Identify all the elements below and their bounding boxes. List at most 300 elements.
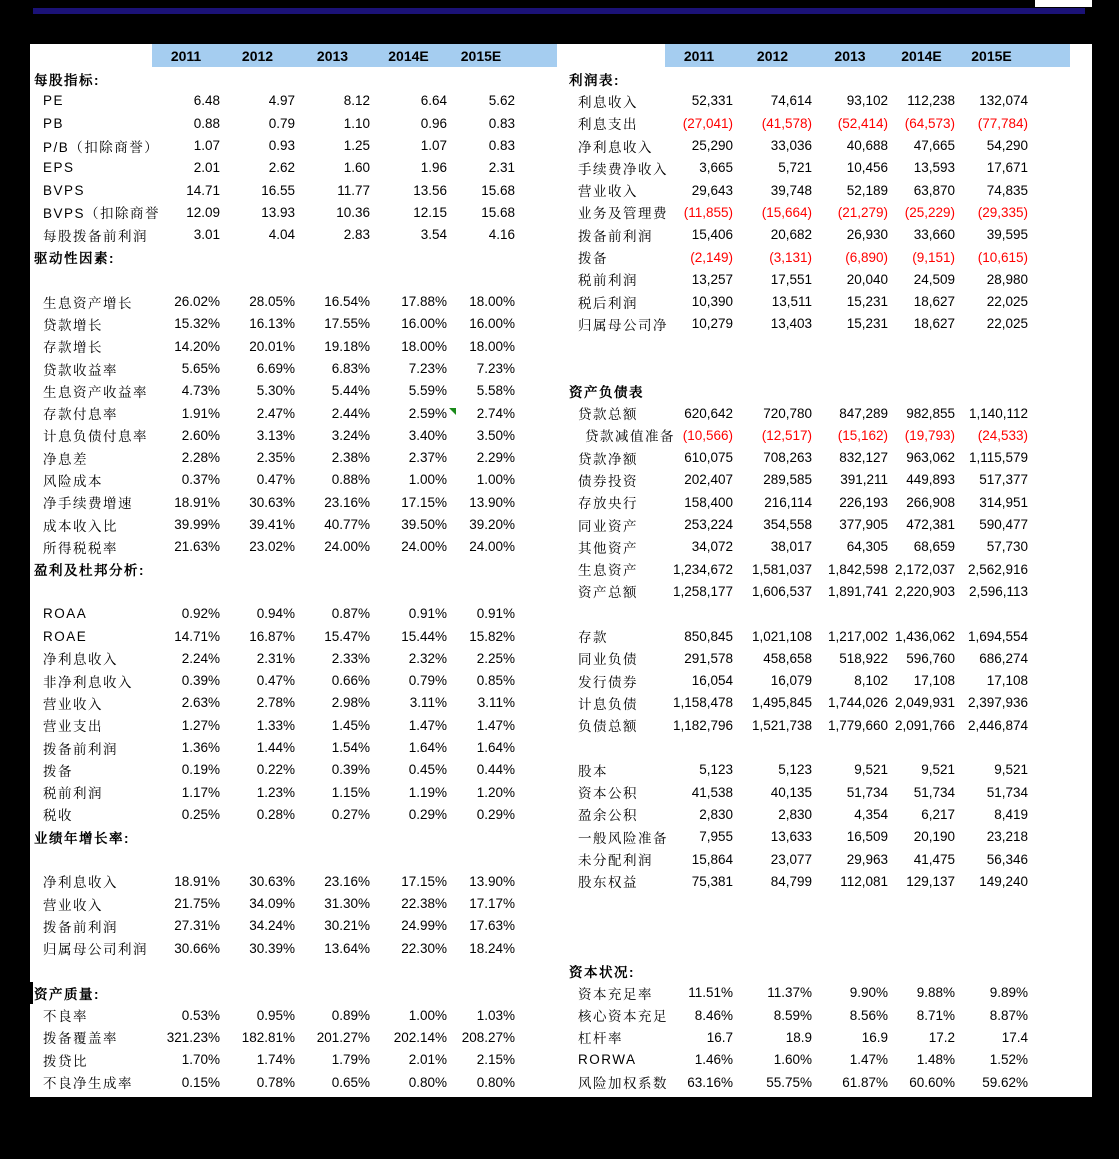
value-cell: 0.93 — [268, 138, 295, 154]
row-label: 贷款增长 — [43, 317, 103, 333]
value-cell: 13.90% — [469, 873, 515, 889]
value-cell: 24,509 — [913, 271, 955, 287]
value-cell: 1.36% — [181, 740, 220, 756]
value-cell: 27.31% — [174, 918, 220, 934]
value-cell: 18.91% — [174, 494, 220, 510]
value-cell: 15.47% — [324, 628, 370, 644]
value-cell: 17.17% — [469, 896, 515, 912]
value-cell: 847,289 — [839, 405, 888, 421]
row-label: 核心资本充足 — [578, 1009, 668, 1025]
value-cell: 17.63% — [469, 918, 515, 934]
value-cell: 14.71% — [174, 628, 220, 644]
value-cell: (9,151) — [912, 249, 955, 265]
year-header: 2014E — [901, 47, 942, 64]
value-cell: 2.24% — [181, 650, 220, 666]
value-cell: 40,688 — [846, 138, 888, 154]
value-cell: 1.00% — [408, 1007, 447, 1023]
table-row — [30, 313, 560, 335]
value-cell: 1,521,738 — [751, 717, 812, 733]
table-row — [30, 892, 560, 914]
value-cell: 22.30% — [401, 940, 447, 956]
table-row — [565, 558, 1077, 580]
value-cell: (6,890) — [845, 249, 888, 265]
value-cell: (64,573) — [904, 115, 955, 131]
blank-row — [30, 959, 560, 981]
value-cell: 9.89% — [989, 985, 1028, 1001]
value-cell: 3.11% — [477, 695, 515, 711]
value-cell: 13,633 — [770, 829, 812, 845]
value-cell: 2.44% — [331, 405, 370, 421]
value-cell: 5.30% — [256, 383, 295, 399]
row-label: 拨贷比 — [43, 1053, 88, 1069]
table-row — [565, 313, 1077, 335]
table-row — [30, 424, 560, 446]
value-cell: 11.77 — [337, 182, 370, 198]
row-label: 拨备前利润 — [43, 741, 118, 757]
value-cell: 1.33% — [256, 717, 295, 733]
value-cell: 10,390 — [691, 294, 733, 310]
value-cell: 1.45% — [331, 717, 370, 733]
value-cell: 1.64% — [476, 740, 515, 756]
value-cell: 1.79% — [331, 1052, 370, 1068]
table-row — [565, 513, 1077, 535]
row-label: 所得税税率 — [43, 540, 118, 556]
value-cell: 12.09 — [186, 204, 220, 220]
value-cell: (27,041) — [682, 115, 733, 131]
value-cell: 6.64 — [420, 93, 447, 109]
value-cell: 17.4 — [1001, 1029, 1028, 1045]
row-label: 股东权益 — [578, 875, 638, 891]
value-cell: 1.10 — [343, 115, 370, 131]
year-header: 2013 — [316, 47, 349, 64]
table-row — [565, 803, 1077, 825]
row-label: 净利息收入 — [578, 139, 653, 155]
value-cell: 23.16% — [324, 873, 370, 889]
table-row — [30, 1004, 560, 1026]
value-cell: 3,665 — [699, 160, 733, 176]
row-label: 利息收入 — [578, 94, 638, 110]
value-cell: 266,908 — [906, 494, 955, 510]
value-cell: 14.71 — [186, 182, 220, 198]
value-cell: 47,665 — [913, 138, 955, 154]
value-cell: 0.80% — [476, 1074, 515, 1090]
value-cell: 449,893 — [906, 472, 955, 488]
value-cell: 0.47% — [256, 472, 295, 488]
table-row — [565, 157, 1077, 179]
row-label: 拨备前利润 — [578, 228, 653, 244]
value-cell: 5.65% — [181, 361, 220, 376]
table-row — [30, 759, 560, 781]
value-cell: 21.63% — [174, 539, 220, 555]
value-cell: 18.9 — [785, 1029, 812, 1045]
value-cell: 354,558 — [763, 517, 812, 533]
row-label: 税前利润 — [43, 786, 103, 802]
row-label: 每股拨备前利润 — [43, 228, 148, 244]
row-label: 存款增长 — [43, 340, 103, 356]
section-label: 利润表: — [569, 72, 620, 88]
table-row — [565, 848, 1077, 870]
year-header: 2012 — [241, 47, 274, 64]
value-cell: 1.64% — [408, 740, 447, 756]
value-cell: (10,615) — [977, 249, 1028, 265]
value-cell: (41,578) — [761, 115, 812, 131]
value-cell: 17.88% — [401, 294, 447, 310]
table-row — [565, 580, 1077, 602]
value-cell: 321.23% — [166, 1029, 220, 1045]
value-cell: 74,614 — [770, 93, 812, 109]
value-cell: 3.50% — [476, 427, 515, 443]
blank-row — [565, 937, 1077, 959]
value-cell: 16.00% — [469, 316, 515, 332]
value-cell: 1,779,660 — [827, 717, 888, 733]
row-label: 拨备 — [43, 763, 73, 779]
value-cell: (10,566) — [682, 427, 733, 443]
row-label: 拨备覆盖率 — [43, 1031, 118, 1047]
value-cell: 2,446,874 — [967, 717, 1028, 733]
value-cell: 0.80% — [408, 1074, 447, 1090]
row-label: 归属母公司净 — [578, 317, 668, 333]
table-row — [30, 335, 560, 357]
value-cell: 291,578 — [684, 650, 733, 666]
value-cell: 2,397,936 — [967, 695, 1028, 711]
value-cell: 0.89% — [331, 1007, 370, 1023]
value-cell: 29,963 — [846, 851, 888, 867]
row-label: PE — [43, 93, 65, 109]
value-cell: 13.64% — [324, 940, 370, 956]
value-cell: 6,217 — [921, 806, 955, 822]
value-cell: 15.82% — [469, 628, 515, 644]
value-cell: 2,049,931 — [894, 695, 955, 711]
table-row — [30, 781, 560, 803]
section-label: 资产负债表 — [569, 384, 644, 400]
table-row — [565, 1071, 1077, 1093]
value-cell: 26.02% — [174, 294, 220, 310]
section-row — [30, 68, 560, 90]
year-header: 2012 — [756, 47, 789, 64]
value-cell: 0.29% — [408, 806, 447, 822]
value-cell: 1.07 — [420, 138, 447, 154]
value-cell: (52,414) — [837, 115, 888, 131]
table-row — [30, 380, 560, 402]
value-cell: 38,017 — [770, 539, 812, 555]
value-cell: 590,477 — [979, 517, 1028, 533]
value-cell: 1,842,598 — [827, 561, 888, 577]
value-cell: 208.27% — [461, 1029, 515, 1045]
value-cell: 0.45% — [408, 762, 447, 778]
blank-row — [565, 892, 1077, 914]
value-cell: 13,593 — [913, 160, 955, 176]
row-label: 营业收入 — [43, 696, 103, 712]
value-cell: 3.11% — [409, 695, 447, 711]
value-cell: 39.99% — [174, 517, 220, 533]
value-cell: 39,595 — [986, 227, 1028, 243]
table-row — [30, 803, 560, 825]
value-cell: 39.20% — [469, 517, 515, 533]
row-label: RORWA — [578, 1052, 637, 1068]
row-label: 资本公积 — [578, 786, 638, 802]
table-row — [565, 268, 1077, 290]
table-rows — [30, 68, 560, 1094]
value-cell: 54,290 — [986, 138, 1028, 154]
value-cell: 40.77% — [324, 517, 370, 533]
row-label: 净手续费增速 — [43, 496, 133, 512]
row-label: 发行债券 — [578, 674, 638, 690]
table-row — [565, 179, 1077, 201]
value-cell: 0.19% — [181, 762, 220, 778]
value-cell: 2.29% — [476, 450, 515, 466]
value-cell: 23.02% — [249, 539, 295, 555]
table-row — [30, 937, 560, 959]
value-cell: 8.56% — [849, 1007, 888, 1023]
value-cell: 17,108 — [986, 673, 1028, 689]
value-cell: 201.27% — [316, 1029, 370, 1045]
value-cell: 3.54 — [420, 227, 447, 243]
value-cell: 1.19% — [408, 784, 447, 800]
value-cell: 1.00% — [408, 472, 447, 488]
year-header: 2014E — [388, 47, 429, 64]
row-label: 税收 — [43, 808, 73, 824]
value-cell: 202,407 — [684, 472, 733, 488]
value-cell: 1.25 — [343, 138, 370, 154]
year-header-row — [30, 44, 560, 67]
table-row — [30, 201, 560, 223]
table-row — [30, 536, 560, 558]
row-label: 利息支出 — [578, 117, 638, 133]
value-cell: 1,217,002 — [827, 628, 888, 644]
value-cell: 84,799 — [770, 873, 812, 889]
value-cell: 0.39% — [181, 673, 220, 689]
table-row — [565, 1026, 1077, 1048]
value-cell: 17,551 — [770, 271, 812, 287]
value-cell: 1.47% — [849, 1052, 888, 1068]
table-row — [565, 290, 1077, 312]
value-cell: 216,114 — [764, 494, 812, 510]
value-cell: 1.00% — [476, 472, 515, 488]
value-cell: 2.01% — [408, 1052, 447, 1068]
value-cell: 1,891,741 — [827, 583, 888, 599]
table-row — [565, 112, 1077, 134]
value-cell: 20,682 — [770, 227, 812, 243]
value-cell: 2.32% — [408, 650, 447, 666]
value-cell: 17,671 — [986, 160, 1028, 176]
value-cell: 0.39% — [331, 762, 370, 778]
value-cell: 2.78% — [256, 695, 295, 711]
value-cell: 0.66% — [331, 673, 370, 689]
value-cell: 2.83 — [343, 227, 370, 243]
row-label: 生息资产增长 — [43, 295, 133, 311]
value-cell: 1.74% — [256, 1052, 295, 1068]
value-cell: 0.65% — [331, 1074, 370, 1090]
value-cell: 963,062 — [906, 450, 955, 466]
value-cell: 39,748 — [770, 182, 812, 198]
value-cell: 15.68 — [481, 204, 515, 220]
value-cell: 61.87% — [842, 1074, 888, 1090]
row-label: 债券投资 — [578, 473, 638, 489]
value-cell: 93,102 — [846, 93, 888, 109]
value-cell: 24.00% — [401, 539, 447, 555]
value-cell: 13,403 — [770, 316, 812, 332]
value-cell: 112,238 — [907, 93, 955, 109]
value-cell: 20,040 — [846, 271, 888, 287]
value-cell: (15,162) — [837, 427, 888, 443]
value-cell: 2.37% — [408, 450, 447, 466]
section-label: 业绩年增长率: — [34, 830, 130, 846]
value-cell: 52,331 — [691, 93, 733, 109]
value-cell: 18.91% — [174, 873, 220, 889]
value-cell: 41,538 — [691, 784, 733, 800]
value-cell: 13.90% — [469, 494, 515, 510]
row-label: 其他资产 — [578, 540, 638, 556]
value-cell: 0.83 — [488, 138, 515, 154]
value-cell: 64,305 — [846, 539, 888, 555]
value-cell: 1.15% — [331, 784, 370, 800]
table-row — [565, 692, 1077, 714]
value-cell: 17.15% — [401, 873, 447, 889]
value-cell: 8.71% — [916, 1007, 955, 1023]
value-cell: 0.79% — [408, 673, 447, 689]
value-cell: 0.92% — [181, 606, 220, 622]
value-cell: 1,436,062 — [894, 628, 955, 644]
value-cell: 9,521 — [994, 762, 1028, 778]
row-label: 营业收入 — [43, 897, 103, 913]
row-label: 成本收入比 — [43, 518, 118, 534]
section-row — [565, 380, 1077, 402]
value-cell: 23,077 — [770, 851, 812, 867]
value-cell: 33,036 — [770, 138, 812, 154]
table-row — [565, 781, 1077, 803]
value-cell: 39.41% — [249, 517, 295, 533]
row-label: 非净利息收入 — [43, 674, 133, 690]
table-row — [30, 1026, 560, 1048]
value-cell: 23.16% — [324, 494, 370, 510]
value-cell: 5,123 — [778, 762, 812, 778]
value-cell: 28,980 — [986, 271, 1028, 287]
section-label: 资产质量: — [34, 986, 100, 1002]
row-label: 存款 — [578, 630, 608, 646]
value-cell: 16.55 — [261, 182, 295, 198]
value-cell: 9.88% — [916, 985, 955, 1001]
table-row — [565, 424, 1077, 446]
value-cell: 31.30% — [324, 896, 370, 912]
value-cell: 8,102 — [854, 673, 888, 689]
value-cell: 34.09% — [249, 896, 295, 912]
value-cell: 5.44% — [331, 383, 370, 399]
year-header: 2013 — [834, 47, 866, 64]
value-cell: 2.59% — [370, 406, 447, 421]
value-cell: 15,231 — [846, 316, 888, 332]
value-cell: 16,079 — [770, 673, 812, 689]
value-cell: (29,335) — [977, 204, 1028, 220]
table-row — [565, 647, 1077, 669]
value-cell: 18.00% — [469, 338, 515, 354]
row-label: 营业支出 — [43, 719, 103, 735]
value-cell: 982,855 — [906, 405, 955, 421]
value-cell: 9,521 — [854, 762, 888, 778]
value-cell: 1,182,796 — [672, 717, 733, 733]
value-cell: (15,664) — [761, 204, 812, 220]
year-header: 2011 — [170, 47, 202, 64]
table-row — [30, 447, 560, 469]
table-row — [30, 736, 560, 758]
value-cell: 0.95% — [256, 1007, 295, 1023]
value-cell: 2,172,037 — [894, 561, 955, 577]
table-row — [30, 224, 560, 246]
value-cell: 4.16 — [488, 227, 515, 243]
value-cell: 51,734 — [846, 784, 888, 800]
value-cell: 13.56 — [413, 182, 447, 198]
value-cell: 0.28% — [256, 806, 295, 822]
value-cell: 1.52% — [989, 1052, 1028, 1068]
value-cell: 0.37% — [181, 472, 220, 488]
value-cell: 25,290 — [691, 138, 733, 154]
value-cell: 2.74% — [476, 405, 515, 421]
value-cell: 24.00% — [469, 539, 515, 555]
section-row — [30, 558, 560, 580]
value-cell: 1,234,672 — [672, 561, 733, 577]
cursor-artifact — [28, 982, 33, 1004]
value-cell: 1.44% — [256, 740, 295, 756]
value-cell: 1,606,537 — [751, 583, 812, 599]
value-cell: 26,930 — [846, 227, 888, 243]
value-cell: 4.73% — [181, 383, 220, 399]
value-cell: 18.00% — [401, 338, 447, 354]
value-cell: 1.60% — [773, 1052, 812, 1068]
value-cell: 16,509 — [846, 829, 888, 845]
value-cell: 2.47% — [256, 405, 295, 421]
value-cell: 2.35% — [256, 450, 295, 466]
value-cell: 17,108 — [913, 673, 955, 689]
value-cell: 52,189 — [846, 182, 888, 198]
value-cell: 2.01 — [193, 160, 220, 176]
value-cell: 10,456 — [846, 160, 888, 176]
value-cell: 15.44% — [401, 628, 447, 644]
table-row — [30, 692, 560, 714]
value-cell: 12.15 — [413, 204, 447, 220]
value-cell: 3.13% — [256, 427, 295, 443]
value-cell: 8.46% — [694, 1007, 733, 1023]
row-label: 营业收入 — [578, 184, 638, 200]
value-cell: 0.91% — [408, 606, 447, 622]
blank-row — [565, 915, 1077, 937]
value-cell: 0.85% — [476, 673, 515, 689]
value-cell: 4,354 — [854, 806, 888, 822]
row-label: 不良净生成率 — [43, 1076, 133, 1091]
row-label: 生息资产收益率 — [43, 384, 148, 400]
table-row — [30, 179, 560, 201]
value-cell: 0.88% — [331, 472, 370, 488]
value-cell: 2,830 — [699, 806, 733, 822]
value-cell: (77,784) — [977, 115, 1028, 131]
value-cell: 377,905 — [839, 517, 888, 533]
value-cell: 1.96 — [420, 160, 447, 176]
value-cell: 28.05% — [249, 294, 295, 310]
value-cell: 2,830 — [778, 806, 812, 822]
value-cell: 59.62% — [982, 1074, 1028, 1090]
value-cell: 13.93 — [261, 204, 295, 220]
row-label: 生息资产 — [578, 563, 638, 579]
table-row — [565, 201, 1077, 223]
value-cell: 0.96 — [420, 115, 447, 131]
value-cell: 6.83% — [331, 361, 370, 376]
value-cell: 1.70% — [181, 1052, 220, 1068]
value-cell: (11,855) — [683, 204, 733, 220]
value-cell: (3,131) — [769, 249, 812, 265]
row-label: P/B（扣除商誉） — [43, 139, 160, 155]
value-cell: 0.25% — [181, 806, 220, 822]
table-row — [30, 1049, 560, 1071]
row-label: 负债总额 — [578, 719, 638, 735]
value-cell: 41,475 — [913, 851, 955, 867]
